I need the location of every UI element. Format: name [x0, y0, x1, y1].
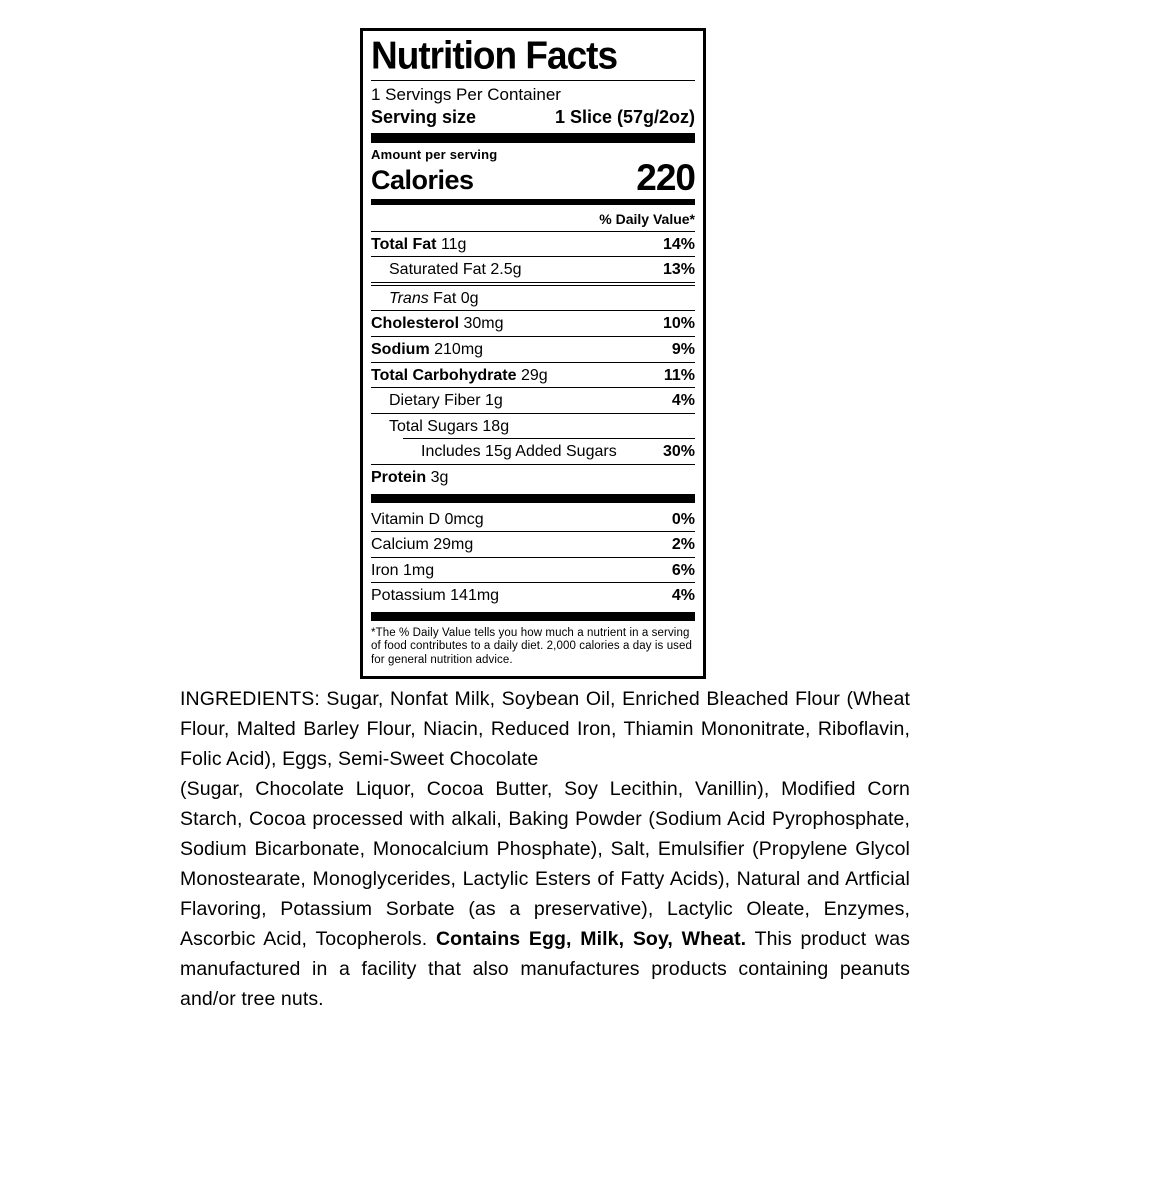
servings-per-container: 1 Servings Per Container	[371, 84, 561, 104]
nutrient-name: Total Sugars	[389, 417, 478, 435]
nutrient-amount: 210mg	[434, 340, 484, 358]
nutrient-amount: 3g	[430, 468, 449, 486]
divider-medium	[371, 199, 695, 205]
nutrition-facts-label	[360, 28, 706, 679]
nutrient-name-italic: Trans	[389, 289, 429, 307]
row-cholesterol	[371, 310, 695, 336]
nutrient-rows	[371, 231, 695, 490]
row-potassium	[371, 582, 695, 608]
row-total-fat	[371, 231, 695, 257]
nutrient-amount: 1mg	[403, 561, 435, 579]
nutrient-amount: 0mcg	[444, 510, 484, 528]
serving-size-label: Serving size	[371, 106, 477, 127]
nutrient-amount: 30mg	[463, 315, 504, 333]
nutrient-amount: 11g	[440, 235, 467, 253]
nutrient-name: Calcium	[371, 536, 429, 554]
row-vitamin-d	[371, 507, 695, 532]
row-iron	[371, 557, 695, 583]
nutrient-dv: 4%	[671, 587, 695, 605]
nutrient-amount: 0g	[460, 289, 479, 307]
daily-value-header: % Daily Value*	[599, 210, 695, 227]
nutrient-name: Potassium	[371, 587, 446, 605]
divider-thin	[371, 80, 695, 81]
ingredients-text-1: INGREDIENTS: Sugar, Nonfat Milk, Soybean Oil, Enriched Bleached Flour (Wheat Flour, Malted Barley Flour, Niacin, Reduced Iron, Thiamin Mononitrate, Riboflavin, Folic Acid), Eggs, Semi-Sweet Chocolate	[180, 687, 910, 770]
row-added-sugars	[403, 438, 695, 464]
nutrient-dv: 30%	[662, 443, 695, 461]
nutrient-amount: 18g	[482, 417, 510, 435]
label-title: Nutrition Facts	[371, 33, 618, 77]
nutrient-amount: 2.5g	[490, 261, 522, 279]
nutrient-name: Iron	[371, 561, 399, 579]
nutrient-name: Dietary Fiber	[389, 392, 481, 410]
nutrient-name: Cholesterol	[371, 315, 460, 333]
nutrient-dv: 11%	[663, 366, 695, 384]
row-sodium	[371, 336, 695, 362]
serving-size-value: 1 Slice (57g/2oz)	[554, 106, 695, 127]
calories-row	[371, 157, 695, 199]
daily-value-footnote: *The % Daily Value tells you how much a nutrient in a serving of food contributes to a daily diet. 2,000 calories a day is used for general nutrition advice.	[371, 626, 693, 667]
nutrient-dv: 9%	[671, 340, 695, 358]
row-trans-fat	[371, 282, 695, 311]
nutrient-dv: 10%	[662, 315, 695, 333]
nutrient-amount: 29g	[520, 366, 548, 384]
row-total-carbohydrate	[371, 362, 695, 388]
nutrient-dv: 2%	[671, 536, 695, 554]
nutrient-name: Fat	[433, 289, 457, 307]
nutrient-dv: 4%	[671, 392, 695, 410]
nutrient-name: Includes 15g Added Sugars	[421, 443, 617, 461]
row-dietary-fiber	[371, 387, 695, 413]
vitamin-rows	[371, 507, 695, 608]
nutrient-name: Sodium	[371, 340, 430, 358]
nutrient-dv: 0%	[671, 510, 695, 528]
nutrient-amount: 1g	[485, 392, 503, 410]
amount-per-serving-label: Amount per serving	[371, 147, 498, 163]
nutrient-dv: 14%	[662, 235, 695, 253]
facility-statement: This product was manufactured in a facility that also manufactures products containing peanuts and/or tree nuts.	[180, 927, 910, 1010]
divider-thick	[371, 133, 695, 143]
row-protein	[371, 464, 695, 490]
nutrient-name: Saturated Fat	[389, 261, 486, 279]
ingredients-text-2: (Sugar, Chocolate Liquor, Cocoa Butter, Soy Lecithin, Vanillin), Modified Corn Starch, Cocoa processed with alkali, Baking Powder (Sodium Acid Pyrophosphate, Sodium Bicarbonate, Monocalcium Phosphate), Salt, Emulsifier (Propylene Glycol Monostearate, Monoglycerides, Lactylic Esters of Fatty Acids), Natural and Artficial Flavoring, Potassium Sorbate (as a preservative), Lactylic Oleate, Enzymes, Ascorbic Acid, Tocopherols.	[180, 777, 910, 950]
nutrient-name: Vitamin D	[371, 510, 441, 528]
nutrient-name: Total Carbohydrate	[371, 366, 517, 384]
calories-label: Calories	[371, 164, 474, 195]
nutrient-name: Total Fat	[371, 235, 437, 253]
divider-thick	[371, 494, 695, 503]
row-calcium	[371, 531, 695, 557]
ingredients-paragraph	[180, 684, 910, 1014]
allergen-contains-statement: Contains Egg, Milk, Soy, Wheat.	[435, 927, 747, 950]
nutrient-amount: 141mg	[450, 587, 500, 605]
calories-value: 220	[636, 157, 695, 199]
serving-size-row	[371, 106, 695, 129]
row-saturated-fat	[371, 256, 695, 282]
nutrient-dv: 13%	[662, 261, 695, 279]
nutrient-name: Protein	[371, 468, 427, 486]
nutrient-amount: 29mg	[433, 536, 474, 554]
divider-thick	[371, 612, 695, 621]
nutrient-dv: 6%	[671, 561, 695, 579]
row-total-sugars	[371, 413, 695, 439]
